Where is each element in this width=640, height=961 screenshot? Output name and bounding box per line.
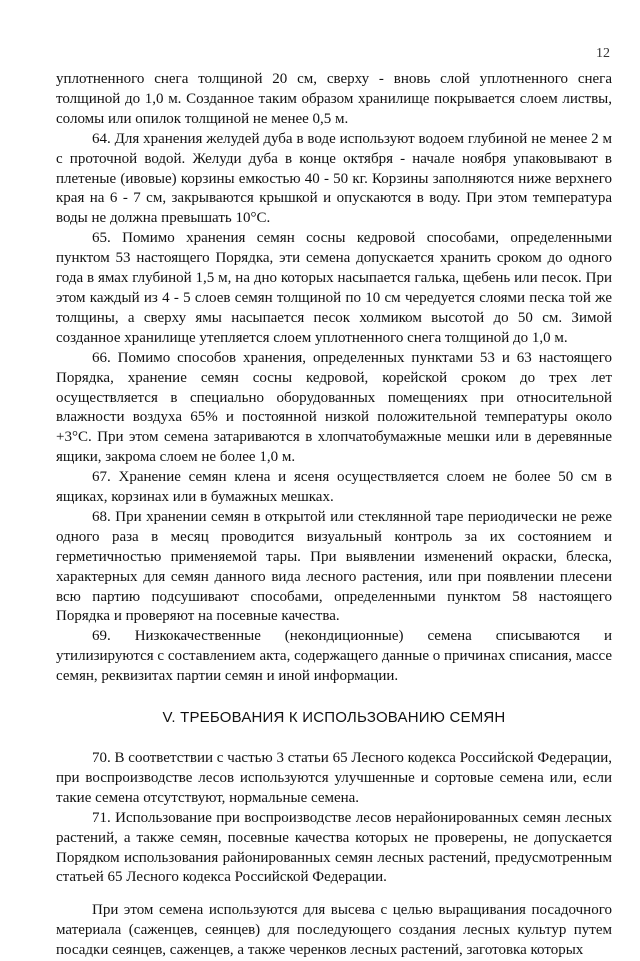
paragraph-63-continuation: уплотненного снега толщиной 20 см, сверху - вновь слой уплотненного снега толщиной до 1,0 м. Созданное таким образом хранилище покрывается слоем листвы, соломы или опилок толщиной не менее 0,5 м.: [56, 71, 612, 127]
paragraph-69: 69. Низкокачественные (некондиционные) семена списываются и утилизируются с составлением акта, содержащего данные о причинах списания, массе семян, реквизитах партии семян и иной информации.: [56, 628, 612, 685]
paragraph-64: 64. Для хранения желудей дуба в воде используют водоем глубиной не менее 2 м с проточной водой. Желуди дуба в конце октября - начале ноября упаковывают в плетеные (ивовые) корзины емкостью 40 - 50 кг. Корзины заполняются ниже верхнего края на 6 - 7 см, закрываются крышкой и опускаются в воду. При этом температура воды не должна превышать 10°С.: [56, 130, 612, 227]
page-number: 12: [596, 46, 610, 61]
section-title: V. ТРЕБОВАНИЯ К ИСПОЛЬЗОВАНИЮ СЕМЯН: [162, 709, 506, 727]
paragraph-70: 70. В соответствии с частью 3 статьи 65 Лесного кодекса Российской Федерации, при воспроизводстве лесов используются улучшенные и сортовые семена или, если такие семена отсутствуют, нормальные семена.: [56, 750, 612, 806]
paragraph-66: 66. Помимо способов хранения, определенных пунктами 53 и 63 настоящего Порядка, хранение семян сосны кедровой, корейской сроком до трех лет осуществляется в специально оборудованных помещениях при относительной влажности воздуха 65% и постоянной низкой положительной температуры около +3°С. При этом семена затариваются в хлопчатобумажные мешки или в деревянные ящики, закрома слоем не более 1,0 м.: [56, 349, 612, 466]
paragraph-final: При этом семена используются для высева с целью выращивания посадочного материала (саженцев, сеянцев) для последующего создания лесных культур путем посадки сеянцев, саженцев, а также черенков лесных растений, заготовка которых: [56, 902, 612, 959]
paragraph-71: 71. Использование при воспроизводстве лесов нерайонированных семян лесных растений, а также семян, посевные качества которых не проверены, не допускается Порядком использования районированных семян лесных растений, предусмотренным статьей 65 Лесного кодекса Российской Федерации.: [56, 809, 612, 886]
document-body: [56, 70, 612, 961]
paragraph-68: 68. При хранении семян в открытой или стеклянной таре периодически не реже одного раза в месяц проводится визуальный контроль за их состоянием и герметичностью применяемой тары. При выявлении изменений окраски, блеска, характерных для семян данного вида лесного растения, или при появлении плесени всю партию подсушивают способами, определенными пунктом 58 настоящего Порядка и проверяют на посевные качества.: [56, 508, 612, 625]
paragraph-65: 65. Помимо хранения семян сосны кедровой способами, определенными пунктом 53 настоящего Порядка, эти семена допускается хранить сроком до одного года в ямах глубиной 1,5 м, на дно которых насыпается галька, щебень или песок. При этом каждый из 4 - 5 слоев семян толщиной по 10 см чередуется слоями песка той же толщины, а сверху ямы насыпается песок холмиком высотой до 50 см. Зимой созданное хранилище утепляется слоем уплотненного снега толщиной до 1,0 м.: [56, 230, 612, 346]
paragraph-67: 67. Хранение семян клена и ясеня осуществляется слоем не более 50 см в ящиках, корзинах или в бумажных мешках.: [56, 469, 612, 506]
